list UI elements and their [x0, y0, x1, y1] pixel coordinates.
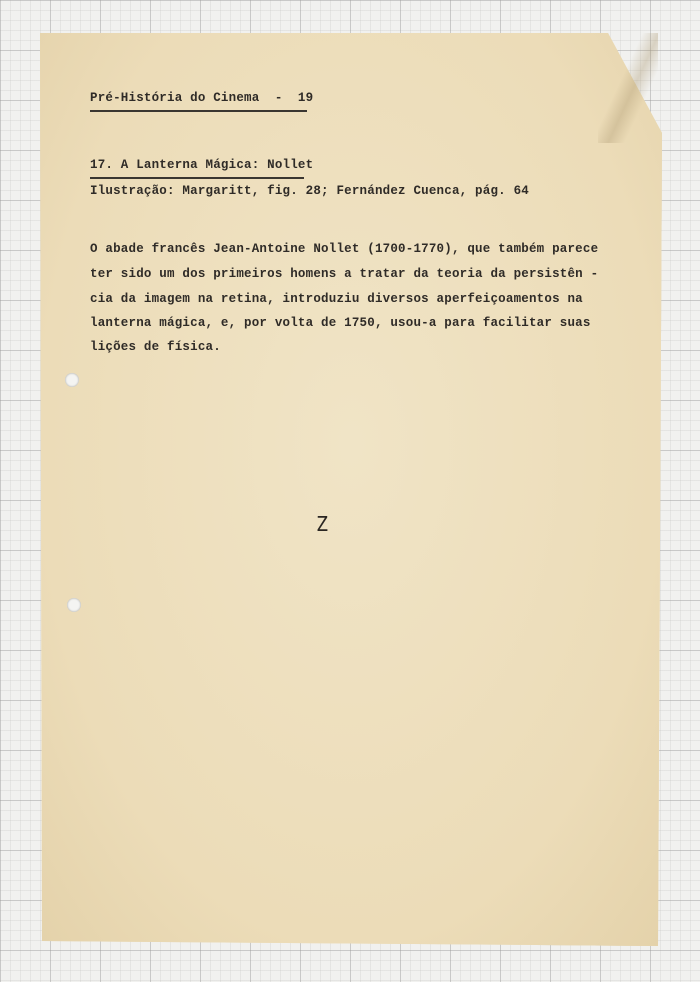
punch-hole-lower	[67, 598, 81, 612]
section-title: 17. A Lanterna Mágica: Nollet	[90, 158, 314, 172]
illustration-reference: Ilustração: Margaritt, fig. 28; Fernández Cuenca, pág. 64	[90, 184, 529, 198]
punch-hole-upper	[65, 373, 79, 387]
body-line-5: lições de física.	[90, 340, 221, 354]
header-underline	[90, 110, 307, 112]
body-line-3: cia da imagem na retina, introduziu diversos aperfeiçoamentos na	[90, 292, 583, 306]
section-title-underline	[90, 177, 304, 179]
body-line-4: lanterna mágica, e, por volta de 1750, usou-a para facilitar suas	[90, 316, 591, 330]
document-header: Pré-História do Cinema - 19	[90, 91, 314, 105]
body-line-1: O abade francês Jean-Antoine Nollet (1700-1770), que também parece	[90, 242, 599, 256]
body-line-2: ter sido um dos primeiros homens a tratar da teoria da persistên -	[90, 267, 599, 281]
handwritten-mark: Z	[316, 512, 329, 536]
